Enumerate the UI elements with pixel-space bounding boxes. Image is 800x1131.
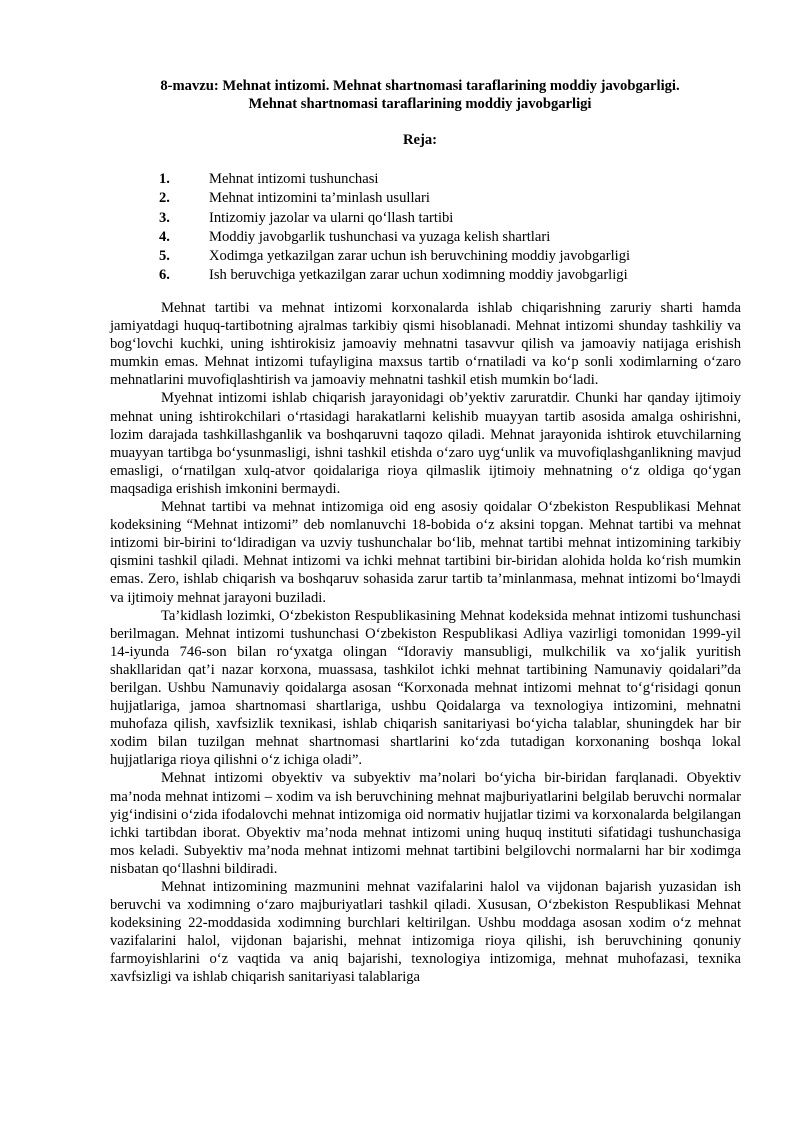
plan-item-text: Mehnat intizomini ta’minlash usullari (209, 190, 430, 207)
plan-item-text: Intizomiy jazolar va ularni qo‘llash tartibi (209, 209, 454, 226)
paragraph: Mehnat intizomi obyektiv va subyektiv ma’nolari bo‘yicha bir-biridan farqlanadi. Obyektiv ma’noda mehnat intizomi – xodim va ish beruvchining mehnat majburiyatlarini belgilab beruvchi normalar yig‘indisini o‘zida ifodalovchi mehnat intizomiga oid normativ hujjatlar tizimi va korxonalarda belgilangan ichki tartibdan iborat. Obyektiv ma’noda mehnat intizomi uning huquq instituti sifatidagi tushunchasiga mos keladi. Subyektiv ma’noda mehnat intizomi mehnat tartibini belgilovchi normalarni har bir xodimga nisbatan qo‘llashni bildiradi. (110, 770, 741, 877)
plan-item-text: Xodimga yetkazilgan zarar uchun ish beruvchining moddiy javobgarligi (209, 248, 631, 265)
paragraph: Mehnat tartibi va mehnat intizomiga oid eng asosiy qoidalar O‘zbekiston Respublikasi Mehnat kodeksining “Mehnat intizomi” deb nomlanuvchi 18-bobida o‘z aksini topgan. Mehnat tartibi va mehnat intizomi bir-birini to‘ldiradigan va uzviy tushunchalar bo‘lib, mehnat tartibi mehnat intizomining tarkibiy qismini tashkil qiladi. Mehnat intizomi va ichki mehnat tartibini bir-biridan alohida holda ko‘rish mumkin emas. Zero, ishlab chiqarish va boshqaruv sohasida zarur tartib ta’minlanmasa, mehnat intizomi bo‘lmaydi va ijtimoiy mehnat jarayoni buziladi. (110, 499, 741, 606)
plan-item-text: Mehnat intizomi tushunchasi (209, 171, 379, 187)
paragraph: Mehnat tartibi va mehnat intizomi korxonalarda ishlab chiqarishning zaruriy sharti hamda jamiyatdagi huquq-tartibotning ajralmas tarkibiy qismi hisoblanadi. Mehnat intizomi shunday tashkiliy va bog‘lovchi kuchki, uning ishtirokisiz jamoaviy mehnatni tasavvur qilish va jamoaviy natijaga erishish mumkin emas. Mehnat intizomi tufayligina maxsus tartib o‘rnatiladi va ko‘p sonli xodimlarning o‘zaro mehnatlarini muvofiqlashtirish va jamoaviy mehnatni tashkil etish mumkin bo‘ladi. (110, 300, 741, 389)
paragraph: Ta’kidlash lozimki, O‘zbekiston Respublikasining Mehnat kodeksida mehnat intizomi tushunchasi berilmagan. Mehnat intizomi tushunchasi O‘zbekiston Respublikasi Adliya vazirligi tomonidan 1999-yil 14-iyunda 746-son bilan ro‘yxatga olingan “Idoraviy mansubligi, mulkchilik va xo‘jalik yuritish shakllaridan qat’i nazar korxona, muassasa, tashkilot ichki mehnat tartibining Namunaviy qoidalari”da berilgan. Ushbu Namunaviy qoidalarga asosan “Korxonada mehnat intizomi mehnat to‘g‘risidagi qonun hujjatlariga, jamoa shartnomasi shartlariga, ushbu Qoidalarga va texnologiya intizomini, mehnatni muhofaza qilish, xavfsizlik texnikasi, ishlab chiqarish sanitariyasi bo‘yicha talablar, shuningdek har bir xodim bilan tuzilgan mehnat shartnomasi shartlarini ko‘zda tutadigan korxonaning boshqa lokal hujjatlariga rioya qilishni o‘z ichiga oladi”. (110, 607, 741, 769)
plan-item (159, 266, 719, 285)
plan-heading: Reja: (402, 132, 438, 148)
plan-item-number: 1. (159, 171, 170, 187)
plan-item-text: Ish beruvchiga yetkazilgan zarar uchun xodimning moddiy javobgarligi (209, 267, 628, 284)
plan-item (159, 189, 719, 208)
plan-item-number: 4. (159, 228, 170, 245)
body-text (110, 299, 741, 987)
document-subtitle: Mehnat shartnomasi taraflarining moddiy javobgarligi (248, 96, 592, 112)
plan-item-number: 6. (159, 267, 170, 284)
plan-item (159, 228, 719, 247)
paragraph: Mehnat intizomining mazmunini mehnat vazifalarini halol va vijdonan bajarish yuzasidan ish beruvchi va xodimning o‘zaro majburiyatlari tashkil qiladi. Xususan, O‘zbekiston Respublikasi Mehnat kodeksining 22-moddasida xodimning burchlari keltirilgan. Ushbu moddaga asosan xodim o‘z mehnat vazifalarini halol, vijdonan bajarishi, mehnat intizomiga rioya qilishi, ish beruvchining qonuniy farmoyishlarini o‘z vaqtida va aniq bajarishi, texnologiya intizomiga, mehnat muhofazasi, texnika xavfsizligi va ishlab chiqarish sanitariyasi talablariga (110, 879, 741, 986)
paragraph: Myehnat intizomi ishlab chiqarish jarayonidagi ob’yektiv zaruratdir. Chunki har qanday ijtimoiy mehnat uning ishtirokchilari o‘rtasidagi harakatlarni kelishib muayyan tartib asosida amalga oshirishni, lozim darajada tashkillashganlik va boshqaruvni taqozo qiladi. Mehnat jarayonida ishtirok etuvchilarning muayyan tartibga bo‘ysunmasligi, ishni tashkil etishda o‘zaro uyg‘unlik va muvofiqlashganlikning mavjud emasligi, o‘rnatilgan xulq-atvor qoidalariga rioya qilmaslik ijtimoiy mehnatning o‘z oldiga qo‘ygan maqsadiga erishish imkonini bermaydi. (110, 390, 741, 497)
plan-item-number: 5. (159, 248, 170, 265)
plan-item (159, 209, 719, 228)
plan-item-text: Moddiy javobgarlik tushunchasi va yuzaga kelish shartlari (209, 228, 551, 245)
plan-item (159, 170, 719, 189)
plan-item-number: 2. (159, 190, 170, 207)
plan-item-number: 3. (159, 209, 170, 226)
plan-item (159, 247, 719, 266)
document-title: 8-mavzu: Mehnat intizomi. Mehnat shartnomasi taraflarining moddiy javobgarligi. (160, 78, 680, 94)
plan-list (159, 170, 719, 286)
